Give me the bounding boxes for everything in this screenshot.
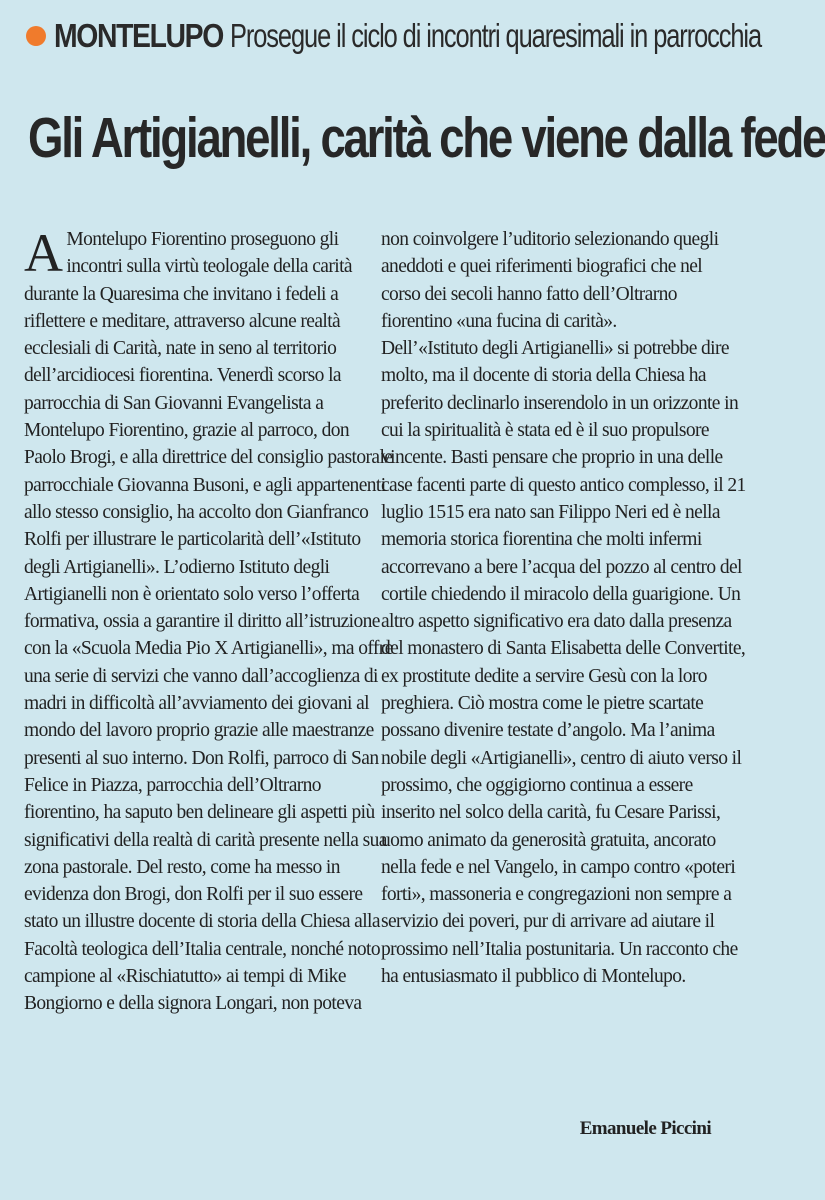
- drop-cap: A: [24, 223, 63, 283]
- text-line: preghiera. Ciò mostra come le pietre scartate: [381, 693, 704, 715]
- text-line: parrocchiale Giovanna Busoni, e agli appartenenti: [24, 474, 386, 496]
- text-line: del monastero di Santa Elisabetta delle Convertite,: [381, 638, 746, 660]
- text-line: luglio 1515 era nato san Filippo Neri ed è nella: [381, 501, 720, 523]
- text-line: ha entusiasmato il pubblico di Montelupo.: [381, 966, 686, 988]
- text-line: fiorentino, ha saputo ben delineare gli aspetti più: [24, 802, 375, 824]
- text-line: allo stesso consiglio, ha accolto don Gianfranco: [24, 501, 369, 523]
- article-column-2: [381, 226, 746, 990]
- headline: Gli Artigianelli, carità che viene dalla fede: [28, 106, 825, 170]
- text-line: preferito declinarlo inserendolo in un orizzonte in: [381, 392, 739, 414]
- text-line: memoria storica fiorentina che molti infermi: [381, 529, 702, 551]
- text-line: inserito nel solco della carità, fu Cesare Parissi,: [381, 802, 721, 824]
- text-line: parrocchia di San Giovanni Evangelista a: [24, 392, 324, 414]
- text-line: degli Artigianelli». L’odierno Istituto degli: [24, 556, 330, 578]
- text-line: nobile degli «Artigianelli», centro di aiuto verso il: [381, 747, 742, 769]
- text-line: cui la spiritualità è stata ed è il suo propulsore: [381, 420, 709, 442]
- text-line: nella fede e nel Vangelo, in campo contro «poteri: [381, 856, 736, 878]
- text-line: significativi della realtà di carità presente nella sua: [24, 829, 387, 851]
- text-line: durante la Quaresima che invitano i fedeli a: [24, 283, 339, 305]
- text-line: ex prostitute dedite a servire Gesù con la loro: [381, 665, 707, 687]
- text-line: Paolo Brogi, e alla direttrice del consiglio pastorale: [24, 447, 393, 469]
- text-line: formativa, ossia a garantire il diritto all’istruzione: [24, 611, 380, 633]
- text-line: fiorentino «una fucina di carità».: [381, 310, 617, 332]
- text-line: aneddoti e quei riferimenti biografici che nel: [381, 256, 703, 278]
- text-line: possano divenire testate d’angolo. Ma l’anima: [381, 720, 715, 742]
- text-line: vincente. Basti pensare che proprio in una delle: [381, 447, 723, 469]
- author-signature: Emanuele Piccini: [579, 1118, 711, 1139]
- text-line: mondo del lavoro proprio grazie alle maestranze: [24, 720, 374, 742]
- text-line: evidenza don Brogi, don Rolfi per il suo essere: [24, 884, 363, 906]
- text-line: Artigianelli non è orientato solo verso l’offerta: [24, 583, 360, 605]
- text-line: Rolfi per illustrare le particolarità dell’«Istituto: [24, 529, 361, 551]
- text-line: molto, ma il docente di storia della Chiesa ha: [381, 365, 706, 387]
- text-line: cortile chiedendo il miracolo della guarigione. Un: [381, 583, 741, 605]
- text-line: case facenti parte di questo antico complesso, il 21: [381, 474, 746, 496]
- text-line: dell’arcidiocesi fiorentina. Venerdì scorso la: [24, 365, 341, 387]
- text-line: prossimo nell’Italia postunitaria. Un racconto che: [381, 938, 738, 960]
- text-line: Bongiorno e della signora Longari, non poteva: [24, 993, 362, 1015]
- text-line: corso dei secoli hanno fatto dell’Oltrarno: [381, 283, 677, 305]
- text-line: altro aspetto significativo era dato dalla presenza: [381, 611, 732, 633]
- text-line: incontri sulla virtù teologale della carità: [66, 256, 352, 278]
- kicker-place: MONTELUPO: [54, 17, 223, 54]
- text-line: riflettere e meditare, attraverso alcune realtà: [24, 310, 341, 332]
- text-line: accorrevano a bere l’acqua del pozzo al centro del: [381, 556, 742, 578]
- text-line: Facoltà teologica dell’Italia centrale, nonché noto: [24, 938, 380, 960]
- text-line: servizio dei poveri, pur di arrivare ad aiutare il: [381, 911, 715, 933]
- text-line: prossimo, che oggigiorno continua a essere: [381, 774, 693, 796]
- kicker-text: Prosegue il ciclo di incontri quaresimali in parrocchia: [230, 17, 762, 54]
- text-line: ecclesiali di Carità, nate in seno al territorio: [24, 338, 337, 360]
- text-line: uomo animato da generosità gratuita, ancorato: [381, 829, 716, 851]
- text-line: Montelupo Fiorentino, grazie al parroco, don: [24, 420, 350, 442]
- text-line: una serie di servizi che vanno dall’accoglienza di: [24, 665, 378, 687]
- text-line: forti», massoneria e congregazioni non sempre a: [381, 884, 732, 906]
- text-line: Felice in Piazza, parrocchia dell’Oltrarno: [24, 774, 321, 796]
- text-line: Montelupo Fiorentino proseguono gli: [66, 229, 339, 250]
- text-line: zona pastorale. Del resto, come ha messo in: [24, 856, 340, 878]
- text-line: con la «Scuola Media Pio X Artigianelli», ma offre: [24, 638, 393, 660]
- text-line: non coinvolgere l’uditorio selezionando quegli: [381, 229, 719, 250]
- kicker: [26, 14, 762, 58]
- text-line: Dell’«Istituto degli Artigianelli» si potrebbe dire: [381, 338, 729, 360]
- text-line: presenti al suo interno. Don Rolfi, parroco di San: [24, 747, 379, 769]
- text-line: campione al «Rischiatutto» ai tempi di Mike: [24, 966, 346, 988]
- article-column-1: [24, 223, 393, 1018]
- orange-bullet-icon: [26, 26, 46, 46]
- text-line: madri in difficoltà all’avviamento dei giovani al: [24, 693, 369, 715]
- text-line: stato un illustre docente di storia della Chiesa alla: [24, 911, 380, 933]
